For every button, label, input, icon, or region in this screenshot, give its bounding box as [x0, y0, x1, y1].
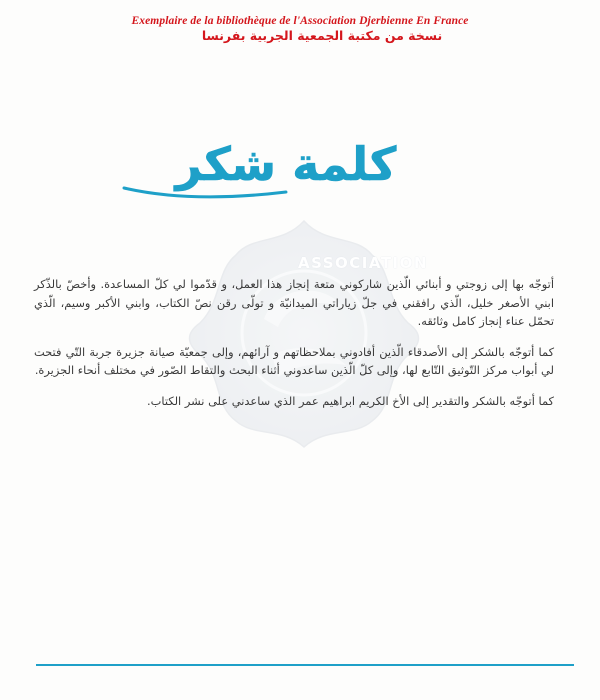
stamp-arabic-line: نسخة من مكتبة الجمعية الجربية بفرنسا [201, 28, 443, 43]
footer-rule [36, 664, 574, 666]
title-text: كلمة شكر [175, 137, 397, 191]
paragraph-2: كما أتوجّه بالشكر إلى الأصدقاء الّذين أفادوني بملاحظاتهم و آرائهم، وإلى جمعيّة صيانة جزيرة جربة التّي فتحت لي أبواب مركز التّوثيق التّابع لها، وإلى كلّ الّذين ساعدوني أثناء البحث والتقاط الصّور في مختلف أنحاء الجزيرة. [34, 344, 554, 378]
calligraphic-title [116, 134, 456, 204]
paragraph-3: كما أتوجّه بالشكر والتقدير إلى الأخ الكريم ابراهيم عمر الذي ساعدني على نشر الكتاب. [147, 393, 554, 408]
acknowledgement-text [34, 275, 554, 423]
stamp-french-line: Exemplaire de la bibliothèque de l'Association Djerbienne En France [131, 15, 469, 27]
watermark-label: ASSOCIATION [298, 254, 428, 272]
paragraph-1: أتوجّه بها إلى زوجتي و أبنائي الّذين شاركوني متعة إنجاز هذا العمل، و قدّموا لي كلّ المساعدة. وأخصّ بالذّكر ابني الأصغر خليل، الّذي رافقني في جلّ زياراتي الميدانيّة و تولّى رقن نصّ الكتاب، وابني الأكبر وسيم، الّذي تحمّل عناء إنجاز كامل وثائقه. [34, 277, 554, 329]
library-stamp [0, 14, 600, 44]
